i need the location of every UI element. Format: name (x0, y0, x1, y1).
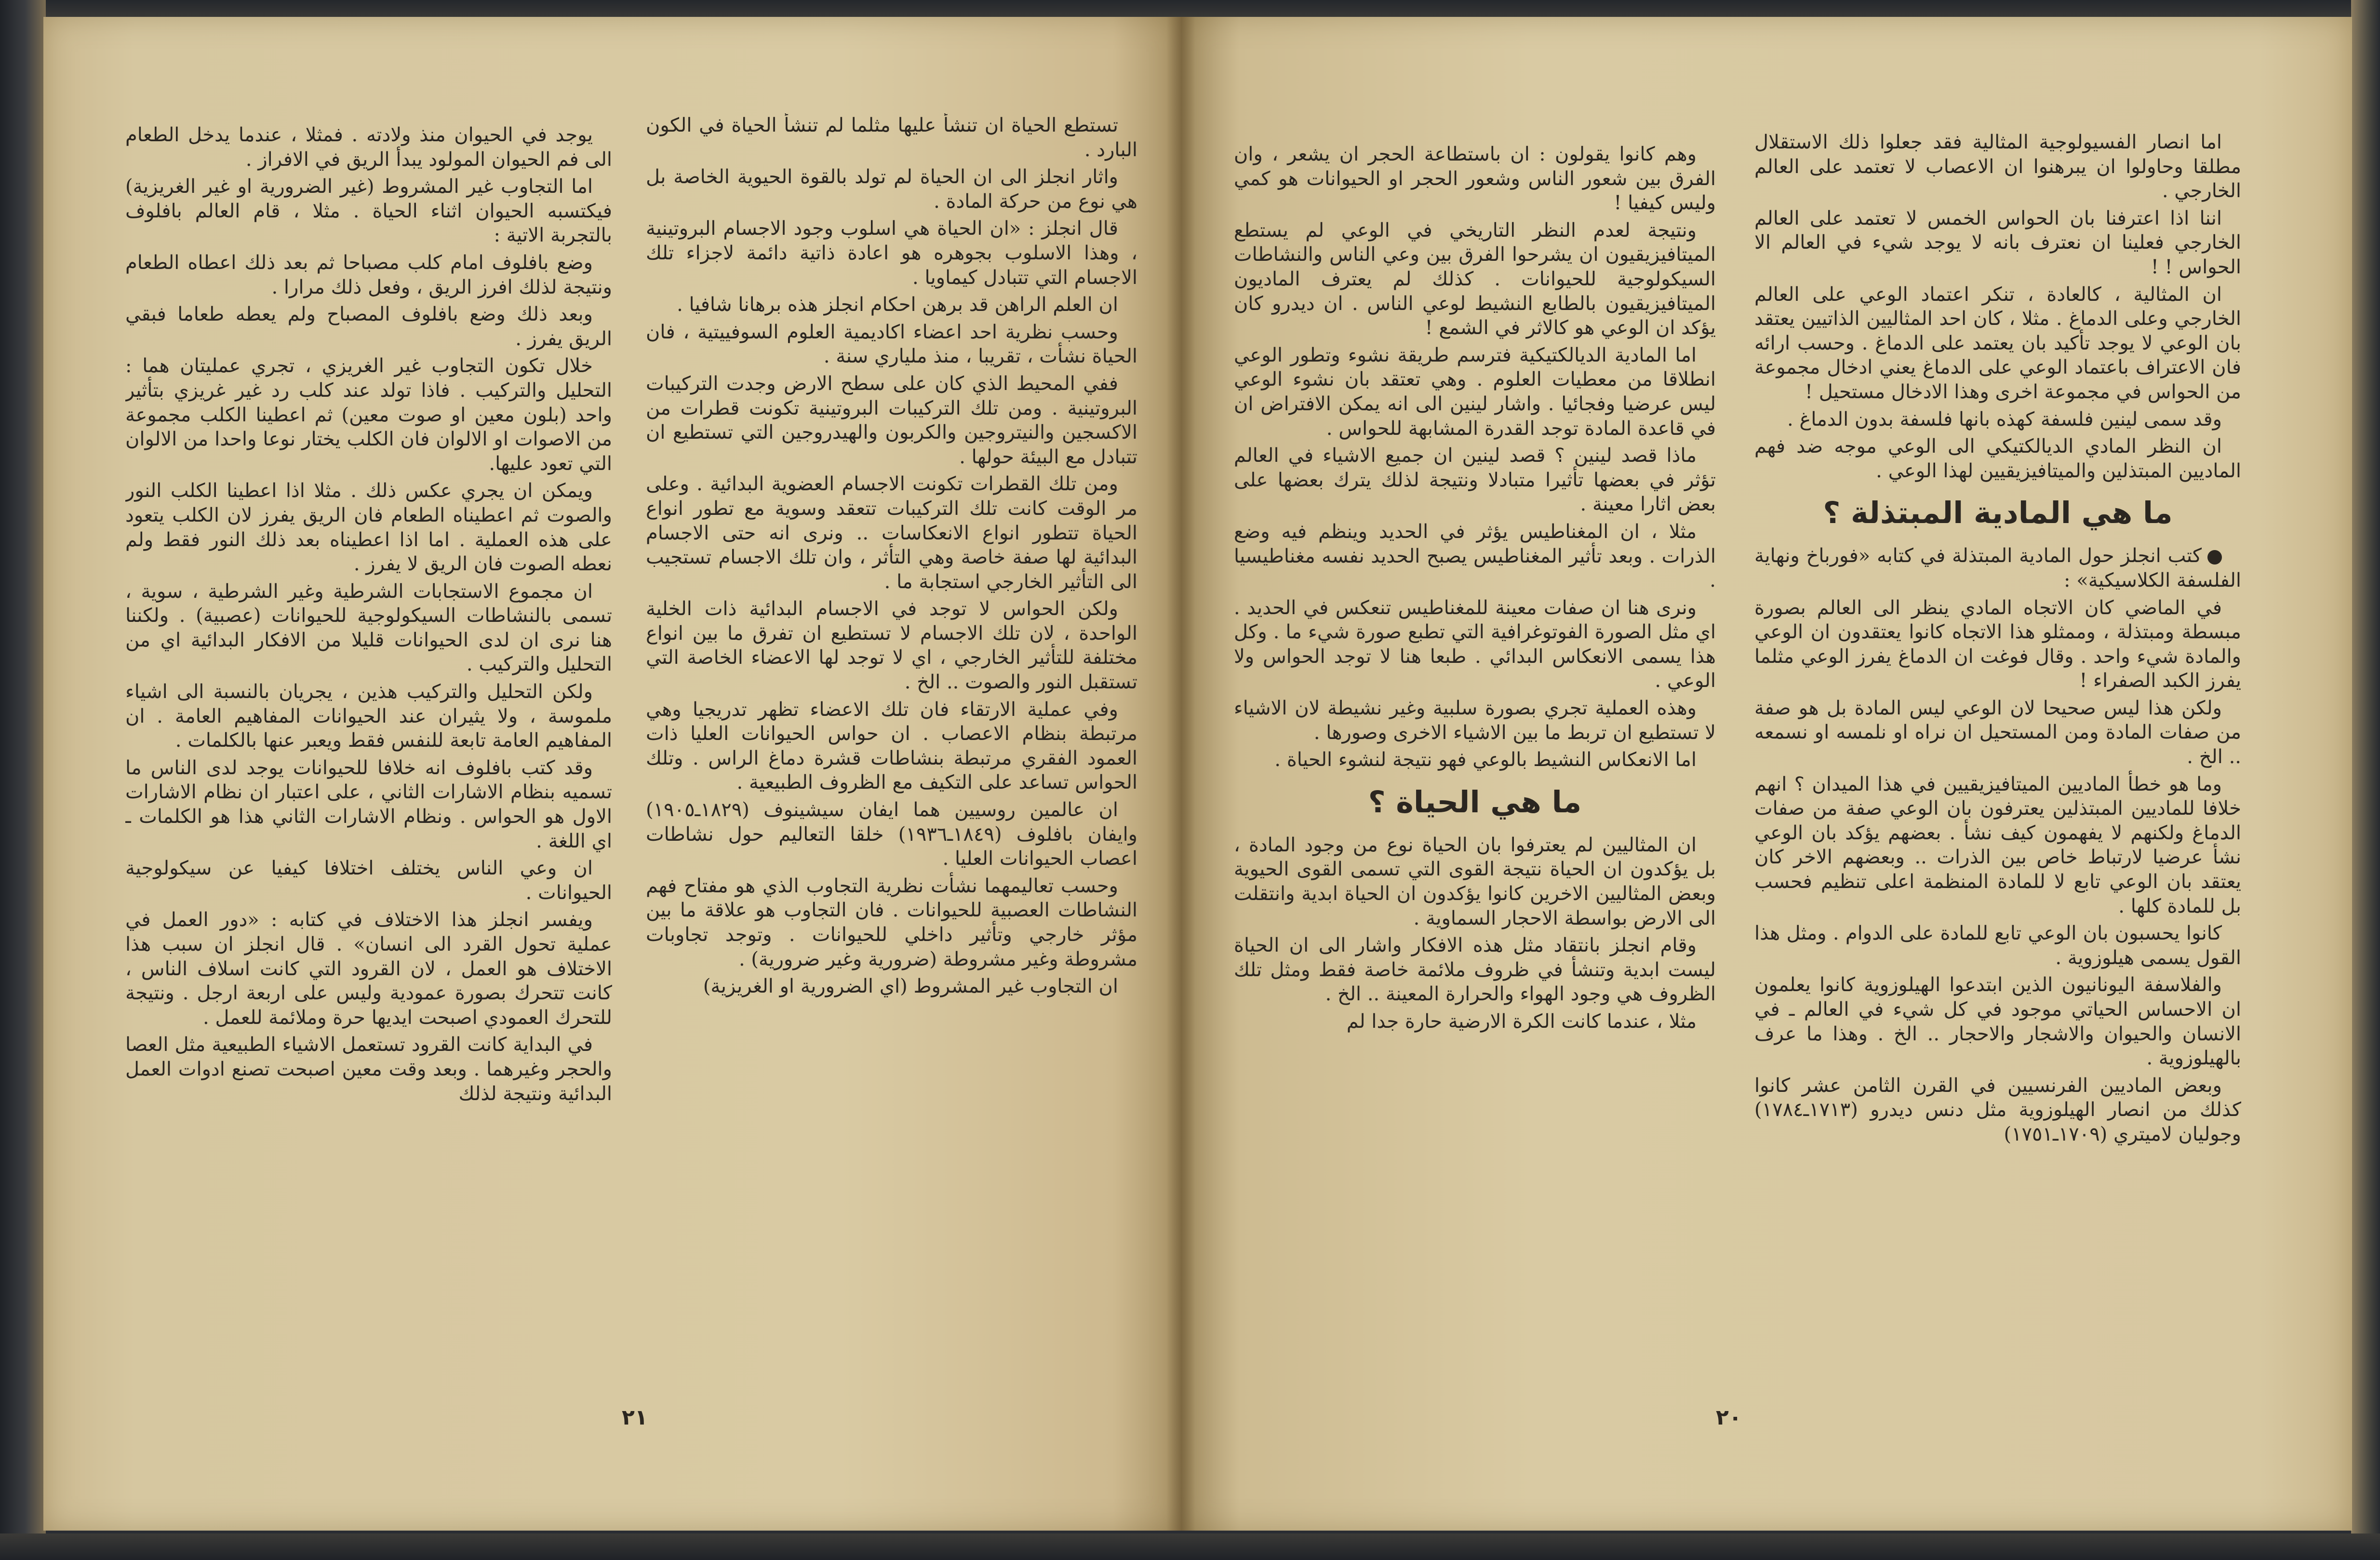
paragraph (1234, 343, 1716, 441)
paragraph-text: خلال تكون التجاوب غير الغريزي ، تجري عمليتان هما : التحليل والتركيب . فاذا تولد عند كلب رد غير غريزي بتأثير واحد (بلون معين او صوت معين) ثم اعطينا الكلب مجموعة من الاصوات او الالوان فان الكلب يختار نوعا واحدا من الالوان التي تعود عليها. (125, 355, 612, 475)
paragraph-text: ان مجموع الاستجابات الشرطية وغير الشرطية ، سوية ، تسمى بالنشاطات السيكولوجية للحيوانات (عصبية) . ولكننا هنا نرى ان لدى الحيوانات قليلا من الافكار البدائية اي من التحليل والتركيب . (125, 580, 612, 676)
paragraph (646, 798, 1137, 871)
paragraph-text: وفي عملية الارتقاء فان تلك الاعضاء تظهر تدريجيا وهي مرتبطة بنظام الاعصاب . ان حواس الحيوانات العليا ذات العمود الفقري مرتبطة بنشاطات قشرة دماغ الراس . وتلك الحواس تساعد على التكيف مع الظروف الطبيعية . (646, 698, 1137, 794)
paragraph (125, 756, 612, 853)
paragraph (1234, 1009, 1716, 1034)
scan-left-edge (0, 0, 46, 1560)
paragraph-text: اننا اذا اعترفنا بان الحواس الخمس لا تعتمد على العالم الخارجي فعلينا ان نعترف بانه لا يوجد شيء في العالم الا الحواس ! ! (1754, 207, 2241, 278)
paragraph-text: ان عالمين روسيين هما ايفان سيشينوف (١٨٢٩ـ١٩٠٥) وايفان بافلوف (١٨٤٩ـ١٩٣٦) خلقا التعاليم حول نشاطات اعصاب الحيوانات العليا . (646, 799, 1137, 870)
paragraph (125, 302, 612, 351)
paragraph (125, 123, 612, 172)
right-page-number: ٢٠ (1716, 1405, 1742, 1430)
book-gutter (1166, 17, 1195, 1531)
paragraph-text: ان العلم الراهن قد برهن احكام انجلز هذه برهانا شافيا . (677, 294, 1118, 316)
paragraph-text: وقد كتب بافلوف انه خلافا للحيوانات يوجد لدى الناس ما تسميه بنظام الاشارات الثاني ، على اعتبار ان نظام الاشارات الاول هو الحواس . ونظام الاشارات الثاني هذا هو الكلمات ـ اي اللغة . (125, 756, 612, 852)
paragraph-text: مثلا ، ان المغناطيس يؤثر في الحديد وينظم فيه وضع الذرات . وبعد تأثير المغناطيس يصبح الحديد نفسه مغناطيسيا . (1234, 520, 1716, 592)
paragraph (646, 165, 1137, 214)
paragraph (646, 698, 1137, 795)
paragraph-text: اما انصار الفسيولوجية المثالية فقد جعلوا ذلك الاستقلال مطلقا وحاولوا ان يبرهنوا ان الاعصاب لا تعتمد على العالم الخارجي . (1754, 131, 2241, 202)
paragraph (1234, 748, 1716, 772)
paragraph (125, 1033, 612, 1106)
paragraph-text: ان المثاليين لم يعترفوا بان الحياة نوع من وجود المادة ، بل يؤكدون ان الحياة نتيجة القوى التي تسمى القوى الحيوية وبعض المثاليين الاخرين كانوا يؤكدون ان الحياة ابدية وانتقلت الى الارض بواسطة الاحجار السماوية . (1234, 834, 1716, 929)
paragraph (1754, 1074, 2241, 1147)
paragraph-text: ففي المحيط الذي كان على سطح الارض وجدت التركيبات البروتينية . ومن تلك التركيبات البروتينية تكونت قطرات من الاكسجين والنيتروجين والكربون والهيدروجين التي تستطيع ان تتبادل مع البيئة حولها . (646, 372, 1137, 468)
paragraph-text: ويفسر انجلز هذا الاختلاف في كتابه : «دور العمل في عملية تحول القرد الى انسان» . قال انجلز ان سبب هذا الاختلاف هو العمل ، لان القرود التي كانت اسلاف الناس ، كانت تتحرك بصورة عمودية وليس على اربعة ارجل . ونتيجة للتحرك العمودي اصبحت ايديها حرة وملائمة للعمل . (125, 909, 612, 1029)
paragraph-text: ولكن هذا ليس صحيحا لان الوعي ليس المادة بل هو صفة من صفات المادة ومن المستحيل ان نراه او نلمسه او نسمعه .. الخ . (1754, 697, 2241, 768)
paragraph (646, 874, 1137, 971)
paragraph-text: ان وعي الناس يختلف اختلافا كيفيا عن سيكولوجية الحيوانات . (125, 857, 612, 904)
paragraph (1234, 520, 1716, 593)
paragraph (125, 251, 612, 299)
paragraph (1234, 444, 1716, 517)
paragraph (1754, 772, 2241, 919)
paragraph-text: كتب انجلز حول المادية المبتذلة في كتابه «فورباخ ونهاية الفلسفة الكلاسيكية» : (1754, 545, 2241, 592)
paragraph (1754, 596, 2241, 693)
paragraph (1754, 921, 2241, 970)
paragraph-text: مثلا ، عندما كانت الكرة الارضية حارة جدا لم (1346, 1010, 1697, 1033)
paragraph (1754, 434, 2241, 483)
paragraph-text: واثار انجلز الى ان الحياة لم تولد بالقوة الحيوية الخاصة بل هي نوع من حركة المادة . (646, 166, 1137, 213)
right-page-outer-column (1754, 130, 2241, 1398)
paragraph-text: يوجد في الحيوان منذ ولادته . فمثلا ، عندما يدخل الطعام الى فم الحيوان المولود يبدأ الريق في الافراز . (125, 124, 612, 171)
paragraph (1754, 206, 2241, 280)
paragraph (1754, 544, 2241, 592)
paragraph (1234, 696, 1716, 745)
paragraph-text: اما الانعكاس النشيط بالوعي فهو نتيجة لنشوء الحياة . (1274, 749, 1697, 771)
paragraph-text: قال انجلز : «ان الحياة هي اسلوب وجود الاجسام البروتينية ، وهذا الاسلوب بجوهره هو اعادة ذاتية دائمة لاجزاء تلك الاجسام التي تتبادل كيماويا . (646, 217, 1137, 289)
paragraph-text: ولكن الحواس لا توجد في الاجسام البدائية ذات الخلية الواحدة ، لان تلك الاجسام لا تستطيع ان تفرق ما بين انواع مختلفة للتأثير الخارجي ، اي لا توجد لها الاعضاء الخاصة التي تستقبل النور والصوت .. الخ . (646, 598, 1137, 694)
paragraph-text: وبعد ذلك وضع بافلوف المصباح ولم يعطه طعاما فبقي الريق يفرز . (125, 303, 612, 350)
paragraph-text: في الماضي كان الاتجاه المادي ينظر الى العالم بصورة مبسطة ومبتذلة ، وممثلو هذا الاتجاه كانوا يعتقدون ان الوعي والمادة شيء واحد . وقال فوغت ان الدماغ يفرز الوعي مثلما يفرز الكبد الصفراء ! (1754, 596, 2241, 692)
paragraph-text: في البداية كانت القرود تستعمل الاشياء الطبيعية مثل العصا والحجر وغيرهما . وبعد وقت معين اصبحت تصنع ادوات العمل البدائية ونتيجة لذلك (125, 1034, 612, 1105)
paragraph-text: وبعض الماديين الفرنسيين في القرن الثامن عشر كانوا كذلك من انصار الهيلوزوية مثل دنس ديدرو (١٧١٣ـ١٧٨٤) وجوليان لاميتري (١٧٠٩ـ١٧٥١) (1754, 1074, 2241, 1145)
paragraph-text: اما التجاوب غير المشروط (غير الضرورية او غير الغريزية) فيكتسبه الحيوان اثناء الحياة . مثلا ، قام العالم بافلوف بالتجربة الاتية : (125, 175, 612, 247)
right-page-inner-column (1234, 142, 1716, 1400)
paragraph-text: وقد سمى لينين فلسفة كهذه بانها فلسفة بدون الدماغ . (1787, 408, 2222, 430)
paragraph (1234, 833, 1716, 930)
paragraph (646, 597, 1137, 694)
paragraph-text: تستطع الحياة ان تنشأ عليها مثلما لم تنشأ الحياة في الكون البارد . (646, 114, 1137, 161)
paragraph-text: اما المادية الديالكتيكية فترسم طريقة نشوء وتطور الوعي انطلاقا من معطيات العلوم . وهي تعتقد بان نشوء الوعي ليس عرضيا وفجائيا . واشار لينين الى انه يمكن الافتراض ان في قاعدة المادة توجد القدرة المشابهة للحواس . (1234, 344, 1716, 440)
left-page-outer-column (125, 123, 612, 1376)
paragraph-text: ومن تلك القطرات تكونت الاجسام العضوية البدائية . وعلى مر الوقت كانت تلك التركيبات تتعقد وسوية مع تطور انواع الحياة تتطور انواع الانعكاسات .. ونرى انه حتى الاجسام البدائية لها صفة خاصة وهي التأثر ، وان تلك الاجسام تستجيب الى التأثير الخارجي استجابة ما . (646, 473, 1137, 593)
paragraph (646, 320, 1137, 369)
paragraph-text: ماذا قصد لينين ؟ قصد لينين ان جميع الاشياء في العالم تؤثر في بعضها تأثيرا متبادلا ونتيجة لذلك يترك بعضها على بعض اثارا معينة . (1234, 444, 1716, 516)
paragraph-text: كانوا يحسبون بان الوعي تابع للمادة على الدوام . ومثل هذا القول يسمى هيلوزوية . (1754, 922, 2241, 969)
paragraph (1754, 282, 2241, 404)
paragraph (646, 293, 1137, 317)
paragraph-text: ان المثالية ، كالعادة ، تنكر اعتماد الوعي على العالم الخارجي وعلى الدماغ . مثلا ، كان احد المثاليين الذاتيين يعتقد بان الوعي لا يوجد تأكيد بان يعتمد على الدماغ . وحسب ارائه فان الاعتراف باعتماد الوعي على الدماغ يعني ادخال مجموعة من الحواس في مجموعة اخرى وهذا الادخال مستحيل ! (1754, 283, 2241, 403)
paragraph (1754, 407, 2241, 432)
paragraph (1754, 973, 2241, 1070)
left-page-number: ٢١ (622, 1405, 648, 1430)
paragraph-text: ويمكن ان يجري عكس ذلك . مثلا اذا اعطينا الكلب النور والصوت ثم اعطيناه الطعام فان الريق يفرز لان الكلب يتعود على هذه العملية . اما اذا اعطيناه بعد ذلك النور فقط ولم نعطه الصوت فان الريق لا يفرز . (125, 480, 612, 576)
paragraph-text: ان النظر المادي الديالكتيكي الى الوعي موجه ضد فهم الماديين المبتذلين والميتافيزيقيين لهذا الوعي . (1754, 435, 2241, 482)
paragraph (646, 372, 1137, 469)
paragraph-text: ونتيجة لعدم النظر التاريخي في الوعي لم يستطع الميتافيزيقيون ان يشرحوا الفرق بين وعي الناس والنشاطات السيكولوجية للحيوانات . كذلك لم يعترف الماديون الميتافيزيقيون بالطابع النشيط لوعي الناس . ان ديدرو كان يؤكد ان الوعي هو كالاثر في الشمع ! (1234, 219, 1716, 339)
paragraph (646, 216, 1137, 290)
paragraph-text: ونرى هنا ان صفات معينة للمغناطيس تنعكس في الحديد . اي مثل الصورة الفوتوغرافية التي تطبع صورة شيء ما . وكل هذا يسمى الانعكاس البدائي . طبعا هنا لا توجد الحواس ولا الوعي . (1234, 596, 1716, 692)
paragraph-text: وضع بافلوف امام كلب مصباحا ثم بعد ذلك اعطاه الطعام ونتيجة لذلك افرز الريق ، وفعل ذلك مرارا . (125, 251, 612, 298)
paragraph (1754, 130, 2241, 203)
paragraph-text: وما هو خطأ الماديين الميتافيزيقيين في هذا الميدان ؟ انهم خلافا للماديين المبتذلين يعترفون بان الوعي صفة من صفات الدماغ ولكنهم لا يفهمون كيف نشأ . بعضهم يؤكد بان الوعي نشأ عرضيا لارتباط خاص بين الذرات .. وبعضهم الاخر كان يعتقد بان الوعي تابع لا للمادة المنظمة اعلى تنظيم فحسب بل للمادة كلها . (1754, 773, 2241, 917)
paragraph (1234, 596, 1716, 693)
paragraph-text: وحسب نظرية احد اعضاء اكاديمية العلوم السوفييتية ، فان الحياة نشأت ، تقريبا ، منذ ملياري سنة . (646, 321, 1137, 368)
paragraph (646, 113, 1137, 162)
paragraph (646, 974, 1137, 999)
paragraph (1234, 142, 1716, 215)
paragraph-text: ان التجاوب غير المشروط (اي الضرورية او الغريزية) (703, 975, 1118, 998)
paragraph (646, 472, 1137, 594)
section-heading: ما هي الحياة ؟ (1368, 784, 1582, 820)
paragraph (1234, 933, 1716, 1007)
paragraph (1234, 218, 1716, 340)
paragraph (1754, 696, 2241, 769)
paragraph (125, 354, 612, 476)
scan-right-edge (2351, 0, 2380, 1560)
paragraph (125, 175, 612, 248)
paragraph-text: ولكن التحليل والتركيب هذين ، يجريان بالنسبة الى اشياء ملموسة ، ولا يثيران عند الحيوانات المفاهيم العامة . ان المفاهيم العامة تابعة للنفس فقط ويعبر عنها بالكلمات . (125, 681, 612, 752)
scan-top-edge (0, 0, 2380, 19)
scan-bottom-edge (0, 1533, 2380, 1560)
left-page-inner-column (646, 113, 1137, 1376)
paragraph-text: وحسب تعاليمهما نشأت نظرية التجاوب الذي هو مفتاح فهم النشاطات العصبية للحيوانات . فان التجاوب هو علاقة ما بين مؤثر خارجي وتأثير داخلي للحيوانات . وتوجد تجاوبات مشروطة وغير مشروطة (ضرورية وغير ضرورية) . (646, 874, 1137, 970)
paragraph (125, 479, 612, 576)
paragraph-text: وهذه العملية تجري بصورة سلبية وغير نشيطة لان الاشياء لا تستطيع ان تربط ما بين الاشياء الاخرى وصورها . (1234, 697, 1716, 744)
paragraph (125, 856, 612, 905)
bullet-dot-icon (2207, 550, 2222, 565)
paragraph (125, 680, 612, 753)
paragraph-text: وهم كانوا يقولون : ان باستطاعة الحجر ان يشعر ، وان الفرق بين شعور الناس وشعور الحجر او الحيوانات هو كمي وليس كيفيا ! (1234, 143, 1716, 215)
section-heading: ما هي المادية المبتذلة ؟ (1823, 495, 2173, 531)
paragraph-text: وقام انجلز بانتقاد مثل هذه الافكار واشار الى ان الحياة ليست ابدية وتنشأ في ظروف ملائمة خاصة فقط ومثل تلك الظروف هي وجود الهواء والحرارة المعينة .. الخ . (1234, 934, 1716, 1006)
paragraph (125, 908, 612, 1030)
paragraph-text: والفلاسفة اليونانيون الذين ابتدعوا الهيلوزوية كانوا يعلمون ان الاحساس الحياتي موجود في كل شيء في العالم ـ في الانسان والحيوان والاشجار والاحجار .. الخ . وهذا ما عرف بالهيلوزوية . (1754, 974, 2241, 1070)
paragraph (125, 579, 612, 677)
